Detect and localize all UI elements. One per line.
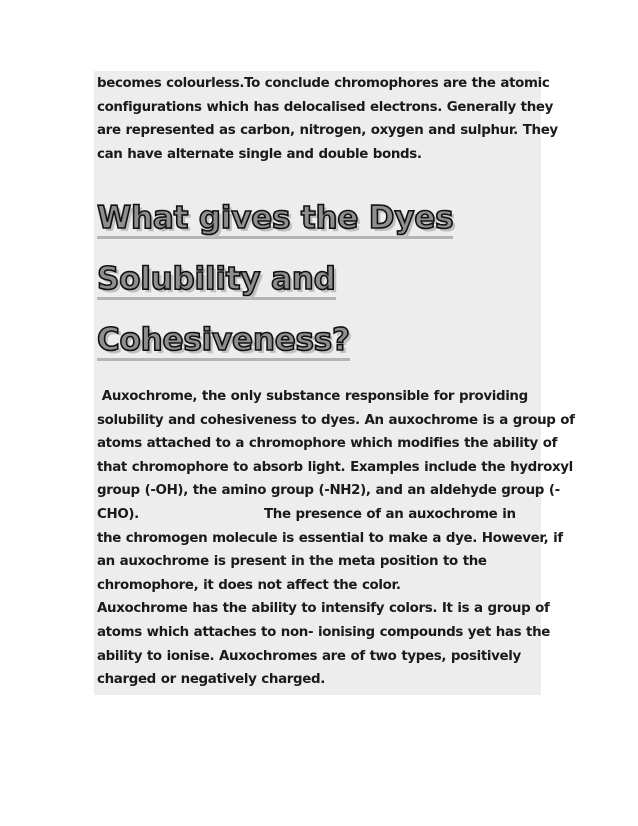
- heading-line: [97, 249, 537, 310]
- body-paragraph: [97, 385, 575, 692]
- paragraph-line: configurations which has delocalised electrons. Generally they: [97, 99, 554, 115]
- paragraph-line: chromophore, it does not affect the color.: [97, 577, 401, 593]
- paragraph-line: group (-OH), the amino group (-NH2), and an aldehyde group (-: [97, 483, 560, 499]
- heading-line-text: What gives the Dyes: [97, 200, 453, 239]
- heading-line: [97, 310, 537, 371]
- heading-line: [97, 188, 537, 249]
- heading-line-text: Cohesiveness?: [97, 322, 350, 361]
- paragraph-line: Auxochrome, the only substance responsible for providing: [97, 389, 528, 404]
- paragraph-line: Auxochrome has the ability to intensify colors. It is a group of: [97, 601, 550, 617]
- paragraph-line: becomes colourless.To conclude chromophores are the atomic: [97, 76, 550, 91]
- paragraph-line: ability to ionise. Auxochromes are of two types, positively: [97, 648, 521, 664]
- paragraph-line: that chromophore to absorb light. Examples include the hydroxyl: [97, 459, 573, 475]
- section-heading: [97, 188, 537, 371]
- paragraph-line: charged or negatively charged.: [97, 672, 325, 688]
- intro-paragraph: [97, 72, 558, 166]
- paragraph-line: atoms which attaches to non- ionising compounds yet has the: [97, 624, 551, 640]
- paragraph-line: the chromogen molecule is essential to make a dye. However, if: [97, 530, 563, 546]
- paragraph-line: an auxochrome is present in the meta position to the: [97, 554, 487, 570]
- paragraph-line: can have alternate single and double bonds.: [97, 146, 422, 162]
- paragraph-line: are represented as carbon, nitrogen, oxygen and sulphur. They: [97, 123, 558, 139]
- paragraph-line: CHO). The presence of an auxochrome in: [97, 506, 516, 522]
- heading-line-text: Solubility and: [97, 261, 336, 300]
- paragraph-line: atoms attached to a chromophore which modifies the ability of: [97, 436, 558, 452]
- paragraph-line: solubility and cohesiveness to dyes. An auxochrome is a group of: [97, 412, 575, 428]
